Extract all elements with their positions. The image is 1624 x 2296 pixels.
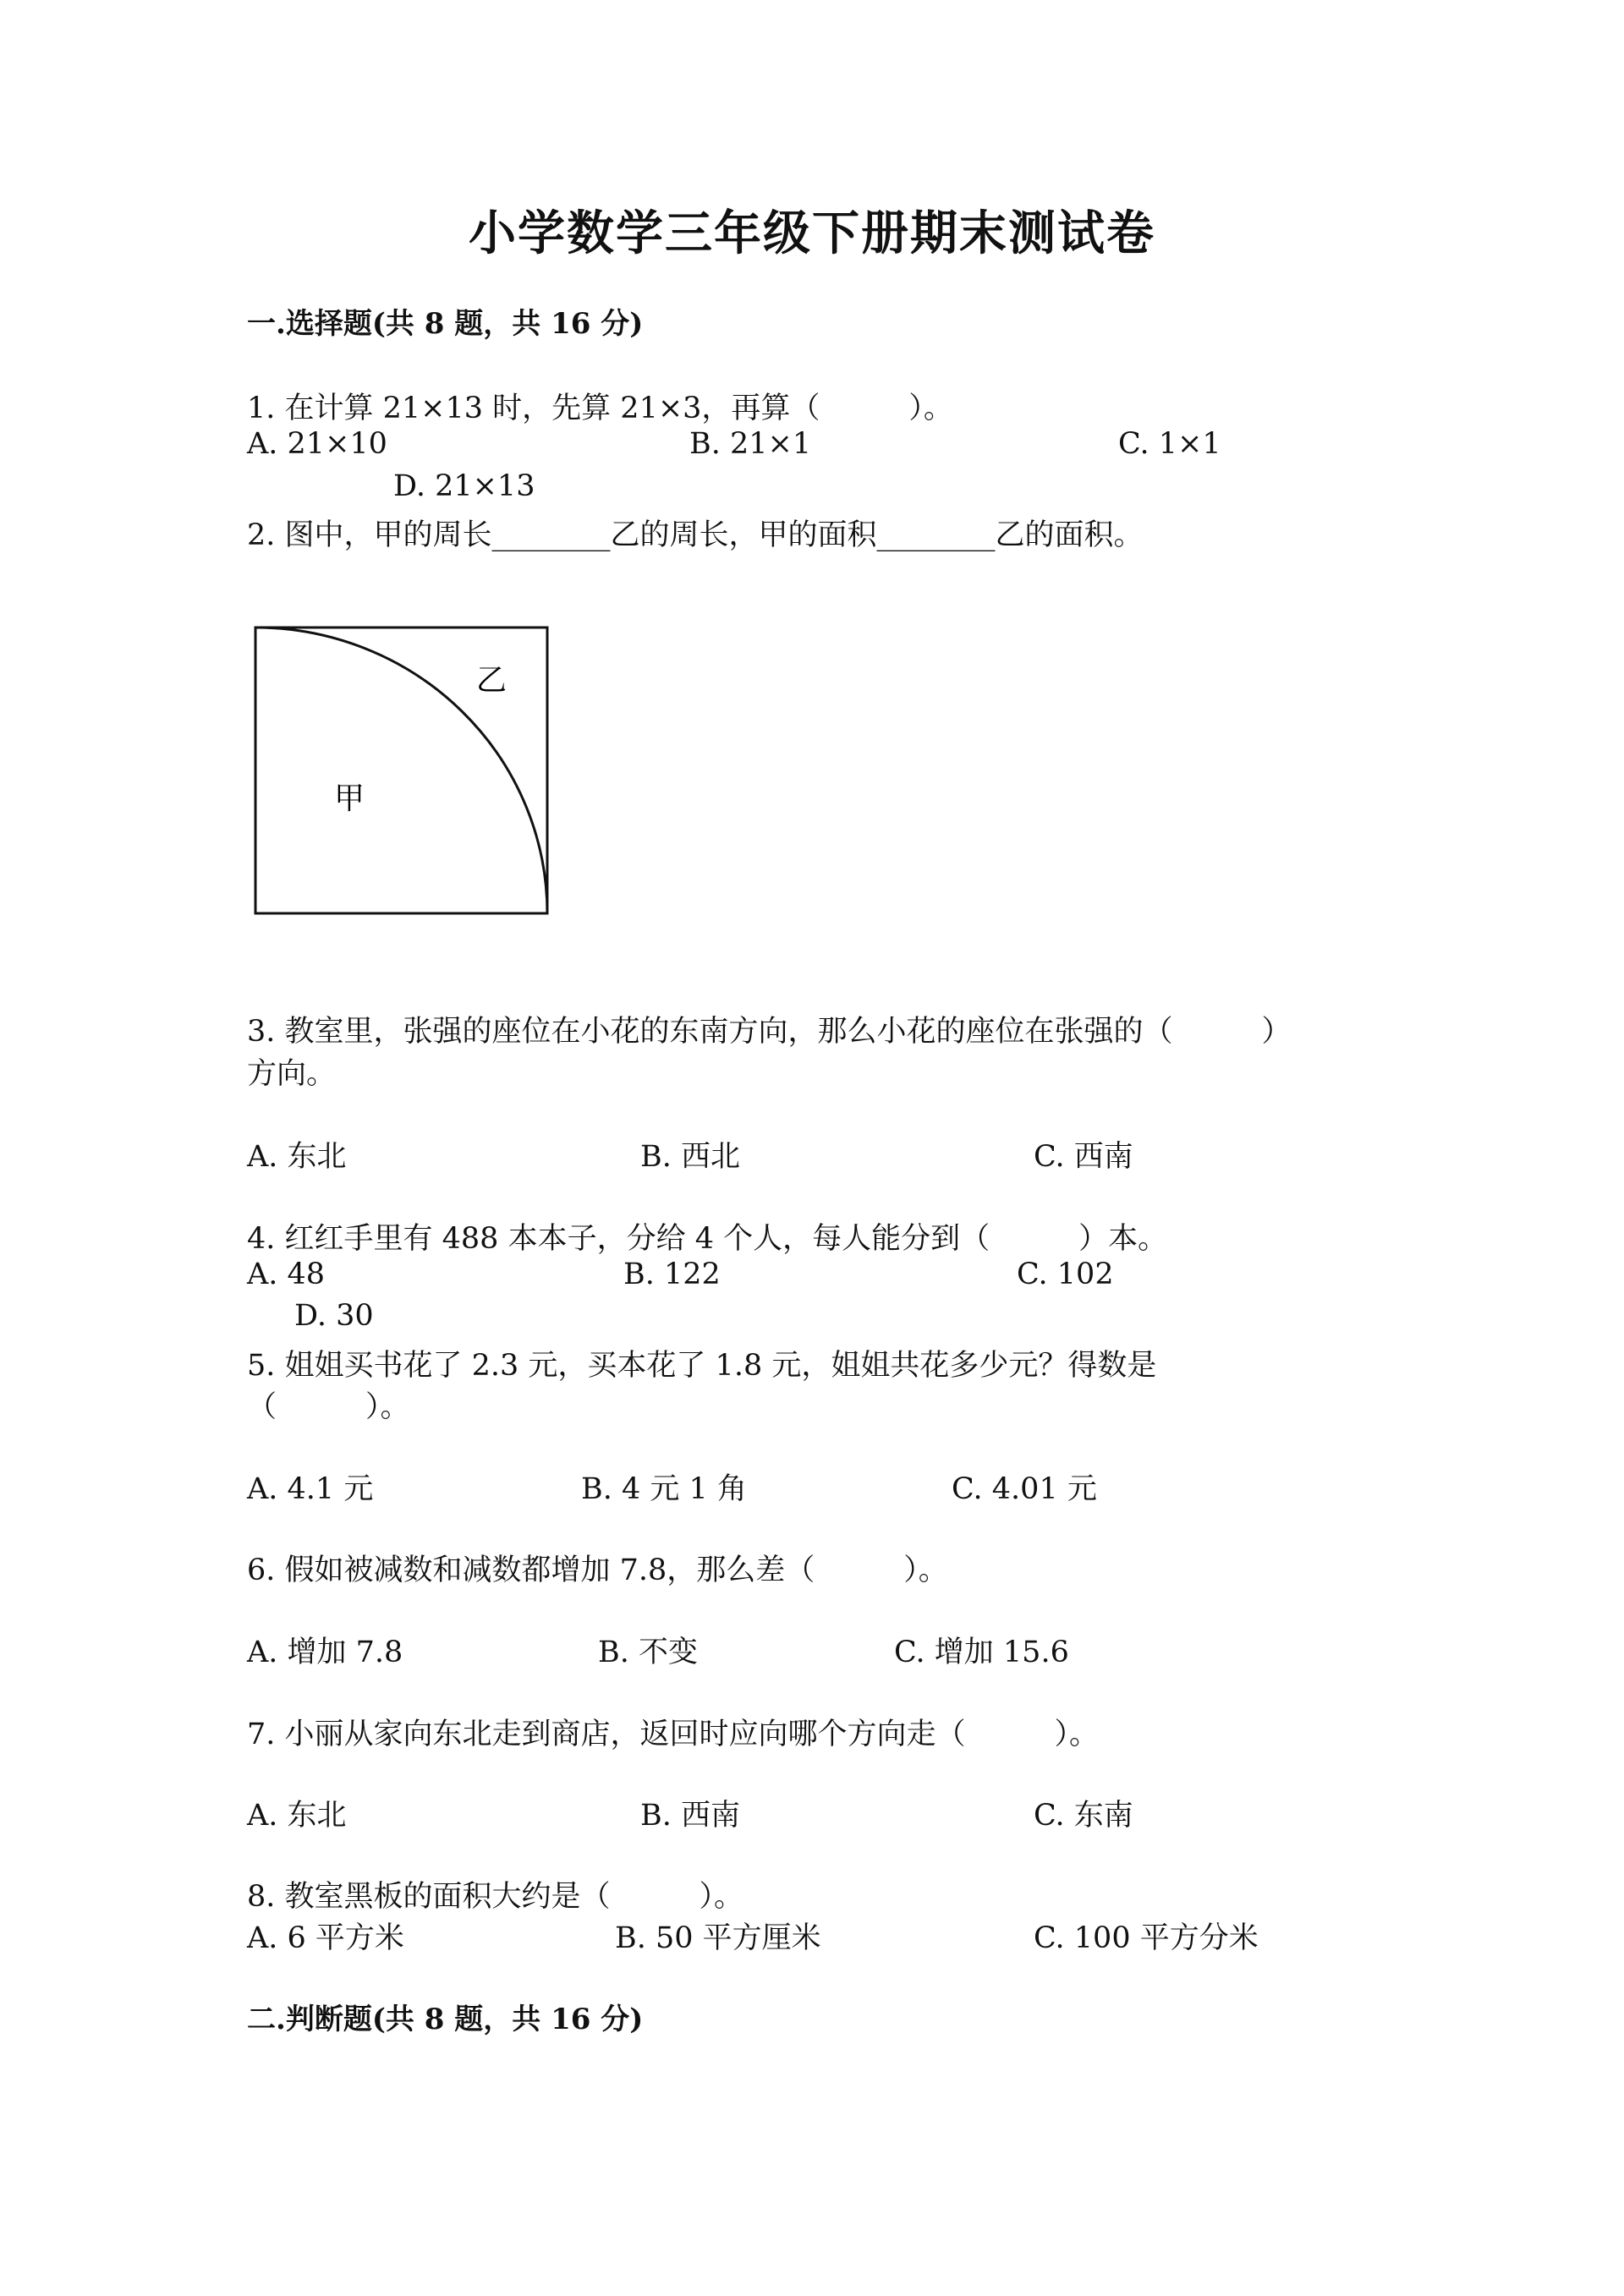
question-2-figure [252, 624, 557, 923]
question-1-option-d: D. 21×13 [393, 469, 535, 503]
question-3-stem-line-2: 方向。 [247, 1057, 337, 1091]
question-3-option-a: A. 东北 [247, 1140, 347, 1174]
question-5-option-c: C. 4.01 元 [952, 1472, 1097, 1506]
question-7-option-c: C. 东南 [1034, 1799, 1133, 1833]
section-heading-judgement: 二.判断题(共 8 题，共 16 分) [247, 2003, 644, 2036]
question-1-stem: 1. 在计算 21×13 时，先算 21×3，再算（ ）。 [247, 392, 953, 425]
question-7-option-a: A. 东北 [247, 1799, 347, 1833]
page-title: 小学数学三年级下册期末测试卷 [469, 205, 1155, 261]
question-8-option-b: B. 50 平方厘米 [615, 1921, 821, 1955]
quarter-circle-square-diagram [252, 624, 557, 920]
question-7-stem: 7. 小丽从家向东北走到商店，返回时应向哪个方向走（ ）。 [247, 1718, 1100, 1751]
question-1-option-c: C. 1×1 [1118, 427, 1221, 461]
region-label-yi: 乙 [476, 663, 508, 698]
question-4-option-d: D. 30 [294, 1299, 374, 1333]
question-2-stem: 2. 图中，甲的周长________乙的周长，甲的面积________乙的面积。 [247, 518, 1144, 552]
question-1-option-a: A. 21×10 [247, 427, 387, 461]
question-6-option-c: C. 增加 15.6 [894, 1636, 1069, 1669]
question-3-option-c: C. 西南 [1034, 1140, 1133, 1174]
question-6-option-a: A. 增加 7.8 [247, 1636, 403, 1669]
question-4-option-c: C. 102 [1017, 1258, 1114, 1291]
question-5-stem-line-2: （ ）。 [247, 1390, 410, 1424]
question-4-stem: 4. 红红手里有 488 本本子，分给 4 个人，每人能分到（ ）本。 [247, 1222, 1168, 1256]
question-5-option-b: B. 4 元 1 角 [581, 1472, 747, 1506]
question-8-stem: 8. 教室黑板的面积大约是（ ）。 [247, 1880, 744, 1914]
region-label-jia: 甲 [334, 781, 365, 816]
question-1-option-b: B. 21×1 [689, 427, 812, 461]
question-4-option-a: A. 48 [247, 1258, 326, 1291]
question-5-stem-line-1: 5. 姐姐买书花了 2.3 元，买本花了 1.8 元，姐姐共花多少元？得数是 [247, 1349, 1157, 1383]
question-4-option-b: B. 122 [623, 1258, 721, 1291]
section-heading-choice: 一.选择题(共 8 题，共 16 分) [247, 307, 644, 341]
question-8-option-c: C. 100 平方分米 [1034, 1921, 1259, 1955]
question-3-stem-line-1: 3. 教室里，张强的座位在小花的东南方向，那么小花的座位在张强的（ ） [247, 1015, 1292, 1049]
question-7-option-b: B. 西南 [640, 1799, 740, 1833]
question-5-option-a: A. 4.1 元 [247, 1472, 374, 1506]
question-6-stem: 6. 假如被减数和减数都增加 7.8，那么差（ ）。 [247, 1553, 948, 1587]
question-3-option-b: B. 西北 [640, 1140, 740, 1174]
question-8-option-a: A. 6 平方米 [247, 1921, 404, 1955]
question-6-option-b: B. 不变 [598, 1636, 698, 1669]
